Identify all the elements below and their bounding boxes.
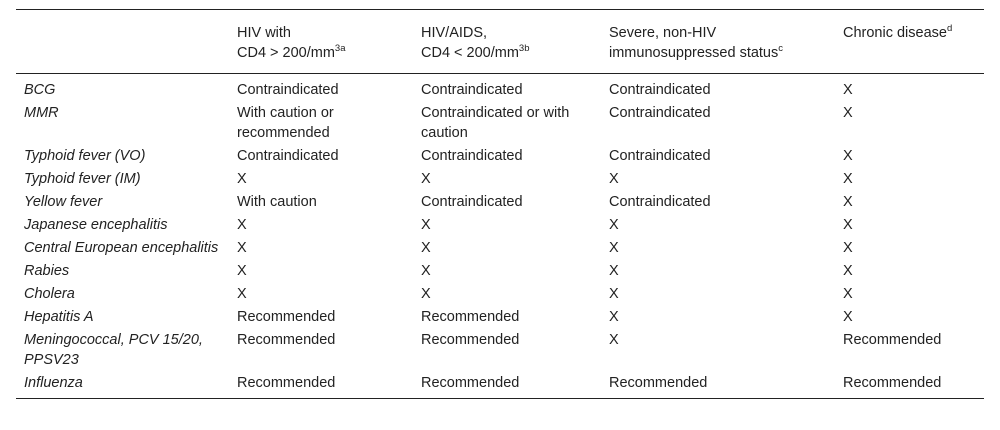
table-cell: With caution or recommended	[237, 105, 334, 141]
table-cell: X	[843, 263, 853, 279]
vaccine-name: Influenza	[24, 375, 83, 391]
table-row	[16, 168, 984, 191]
footnote-marker: 3a	[334, 43, 346, 54]
table-cell: Recommended	[609, 375, 708, 391]
table-body	[16, 74, 984, 399]
table-cell: X	[843, 148, 853, 164]
table-cell: X	[421, 217, 431, 233]
table-cell: Contraindicated	[237, 82, 339, 98]
table-cell: Recommended	[843, 332, 942, 348]
header-chronic-disease	[835, 10, 984, 74]
vaccine-name: Rabies	[24, 263, 70, 279]
table-row	[16, 237, 984, 260]
footnote-marker: d	[946, 23, 953, 34]
table-cell: X	[843, 286, 853, 302]
table-cell: X	[609, 309, 619, 325]
table-row	[16, 329, 984, 372]
table-cell: X	[843, 240, 853, 256]
table-cell: X	[237, 286, 247, 302]
table-cell: X	[609, 332, 619, 348]
table-cell: Contraindicated	[421, 148, 523, 164]
table-row	[16, 306, 984, 329]
table-cell: Contraindicated or with caution	[421, 105, 570, 141]
vaccine-name: Yellow fever	[24, 194, 103, 210]
vaccine-name: Typhoid fever (IM)	[24, 171, 141, 187]
table-cell: Contraindicated	[421, 82, 523, 98]
header-line: Severe, non-HIV	[609, 25, 717, 41]
vaccine-name: Typhoid fever (VO)	[24, 148, 146, 164]
table-row	[16, 102, 984, 145]
table-cell: X	[421, 171, 431, 187]
table-cell: Contraindicated	[609, 105, 711, 121]
table-cell: X	[237, 171, 247, 187]
table-cell: Recommended	[421, 309, 520, 325]
footnote-marker: c	[778, 43, 783, 54]
table-cell: X	[421, 263, 431, 279]
table-cell: X	[237, 240, 247, 256]
vaccine-name: Hepatitis A	[24, 309, 94, 325]
header-line: HIV/AIDS,	[421, 25, 488, 41]
vaccine-name: Cholera	[24, 286, 75, 302]
header-hiv-cd4-above-200	[229, 10, 413, 74]
table-cell: Recommended	[421, 332, 520, 348]
table-cell: Contraindicated	[609, 194, 711, 210]
table-cell: X	[237, 217, 247, 233]
table-cell: Contraindicated	[237, 148, 339, 164]
vaccine-table	[16, 9, 984, 399]
table-cell: X	[843, 194, 853, 210]
table-cell: Recommended	[843, 375, 942, 391]
table-cell: X	[237, 263, 247, 279]
table-row	[16, 145, 984, 168]
header-row	[16, 10, 984, 74]
table-cell: X	[843, 217, 853, 233]
table-cell: With caution	[237, 194, 317, 210]
table-cell: X	[843, 82, 853, 98]
header-line: CD4 < 200/mm	[421, 45, 519, 61]
table-cell: Recommended	[237, 332, 336, 348]
vaccine-name: Meningococcal, PCV 15/20, PPSV23	[24, 332, 203, 368]
table-row	[16, 74, 984, 103]
table-cell: Recommended	[421, 375, 520, 391]
table-cell: X	[421, 286, 431, 302]
table-cell: X	[421, 240, 431, 256]
table-cell: X	[843, 171, 853, 187]
header-vaccine	[16, 10, 229, 74]
vaccine-name: MMR	[24, 105, 59, 121]
table-cell: Contraindicated	[421, 194, 523, 210]
table-cell: X	[609, 240, 619, 256]
header-line: HIV with	[237, 25, 291, 41]
header-line: immunosuppressed status	[609, 45, 779, 61]
header-line: Chronic disease	[843, 25, 947, 41]
vaccine-name: BCG	[24, 82, 56, 98]
table-cell: X	[843, 105, 853, 121]
table-cell: Contraindicated	[609, 82, 711, 98]
table-cell: Recommended	[237, 375, 336, 391]
table-cell: X	[609, 217, 619, 233]
table-row	[16, 372, 984, 399]
table-header	[16, 10, 984, 74]
table-cell: X	[609, 171, 619, 187]
table-cell: X	[609, 263, 619, 279]
table-cell: X	[843, 309, 853, 325]
header-non-hiv-immunosuppressed	[601, 10, 835, 74]
table-cell: Recommended	[237, 309, 336, 325]
table-row	[16, 260, 984, 283]
table-cell: Contraindicated	[609, 148, 711, 164]
table-row	[16, 191, 984, 214]
vaccine-name: Japanese encephalitis	[24, 217, 168, 233]
table-row	[16, 283, 984, 306]
table-cell: X	[609, 286, 619, 302]
table-row	[16, 214, 984, 237]
footnote-marker: 3b	[518, 43, 530, 54]
vaccine-name: Central European encephalitis	[24, 240, 219, 256]
header-line: CD4 > 200/mm	[237, 45, 335, 61]
header-hiv-aids-cd4-below-200	[413, 10, 601, 74]
